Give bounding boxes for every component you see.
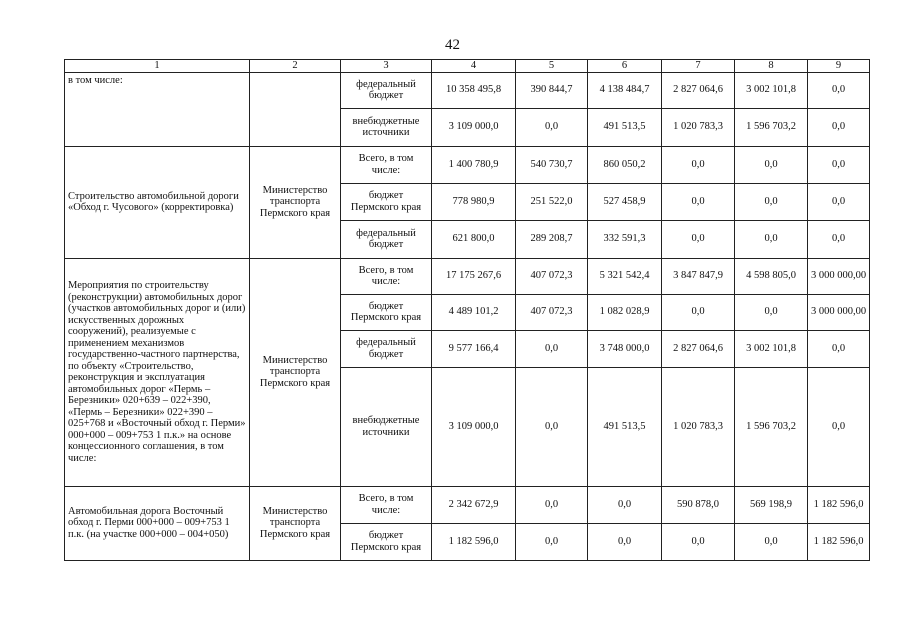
amount-cell-col6: 527 458,9 [588,183,662,220]
amount-cell-col6: 1 082 028,9 [588,294,662,330]
funding-source-cell: Всего, в том числе: [341,486,432,523]
amount-cell-col9: 1 182 596,0 [808,486,870,523]
amount-cell-col5: 0,0 [516,108,588,146]
table-header [65,60,870,73]
amount-cell-col7: 590 878,0 [662,486,735,523]
amount-cell-col4: 10 358 495,8 [432,72,516,108]
amount-cell-col4: 2 342 672,9 [432,486,516,523]
responsible-org-cell [250,72,341,146]
amount-cell-col9: 0,0 [808,72,870,108]
amount-cell-col6: 0,0 [588,523,662,560]
amount-cell-col7: 1 020 783,3 [662,108,735,146]
project-name-cell: Строительство автомобильной дороги «Обход г. Чусового» (корректировка) [65,146,250,258]
amount-cell-col7: 3 847 847,9 [662,258,735,294]
funding-source-cell: федеральный бюджет [341,330,432,367]
amount-cell-col6: 860 050,2 [588,146,662,183]
amount-cell-col7: 2 827 064,6 [662,330,735,367]
amount-cell-col8: 3 002 101,8 [735,72,808,108]
funding-source-cell: бюджет Пермского края [341,523,432,560]
amount-cell-col9: 3 000 000,00 [808,294,870,330]
amount-cell-col7: 0,0 [662,183,735,220]
amount-cell-col5: 390 844,7 [516,72,588,108]
column-number-3: 3 [341,60,432,73]
amount-cell-col6: 3 748 000,0 [588,330,662,367]
amount-cell-col4: 9 577 166,4 [432,330,516,367]
amount-cell-col8: 4 598 805,0 [735,258,808,294]
budget-table [64,59,870,561]
amount-cell-col9: 3 000 000,00 [808,258,870,294]
amount-cell-col7: 0,0 [662,220,735,258]
funding-source-cell: внебюджетные источники [341,367,432,486]
amount-cell-col8: 1 596 703,2 [735,108,808,146]
column-number-6: 6 [588,60,662,73]
amount-cell-col8: 0,0 [735,146,808,183]
table-row [65,486,870,523]
amount-cell-col5: 407 072,3 [516,258,588,294]
funding-source-cell: бюджет Пермского края [341,183,432,220]
project-name-cell: в том числе: [65,72,250,146]
amount-cell-col7: 2 827 064,6 [662,72,735,108]
amount-cell-col9: 0,0 [808,183,870,220]
amount-cell-col8: 1 596 703,2 [735,367,808,486]
table-row [65,146,870,183]
column-number-4: 4 [432,60,516,73]
amount-cell-col7: 0,0 [662,294,735,330]
amount-cell-col8: 569 198,9 [735,486,808,523]
amount-cell-col7: 0,0 [662,523,735,560]
amount-cell-col4: 621 800,0 [432,220,516,258]
amount-cell-col4: 778 980,9 [432,183,516,220]
amount-cell-col8: 0,0 [735,183,808,220]
amount-cell-col5: 407 072,3 [516,294,588,330]
column-number-5: 5 [516,60,588,73]
page-number: 42 [445,37,460,53]
amount-cell-col9: 1 182 596,0 [808,523,870,560]
funding-source-cell: бюджет Пермского края [341,294,432,330]
funding-source-cell: Всего, в том числе: [341,146,432,183]
amount-cell-col8: 0,0 [735,523,808,560]
amount-cell-col9: 0,0 [808,367,870,486]
amount-cell-col7: 0,0 [662,146,735,183]
amount-cell-col8: 0,0 [735,294,808,330]
responsible-org-cell: Министерство транспорта Пермского края [250,146,341,258]
column-number-1: 1 [65,60,250,73]
amount-cell-col5: 251 522,0 [516,183,588,220]
amount-cell-col6: 491 513,5 [588,367,662,486]
responsible-org-cell: Министерство транспорта Пермского края [250,486,341,560]
amount-cell-col9: 0,0 [808,220,870,258]
amount-cell-col9: 0,0 [808,108,870,146]
table-row [65,72,870,108]
amount-cell-col6: 5 321 542,4 [588,258,662,294]
amount-cell-col4: 17 175 267,6 [432,258,516,294]
responsible-org-cell: Министерство транспорта Пермского края [250,258,341,486]
amount-cell-col6: 332 591,3 [588,220,662,258]
project-name-cell: Автомобильная дорога Восточный обход г. Перми 000+000 – 009+753 1 п.к. (на участке 000+000 – 004+050) [65,486,250,560]
amount-cell-col4: 1 400 780,9 [432,146,516,183]
amount-cell-col4: 4 489 101,2 [432,294,516,330]
project-name-cell: Мероприятия по строительству (реконструкции) автомобильных дорог (участков автомобильных дорог и (или) искусственных дорожных сооружений), реализуемые с применением механизмов государственно-частного партнерства, по объекту «Строительство, реконструкция и эксплуатация автомобильных дорог «Пермь – Березники» 020+639 – 022+390, «Пермь – Березники» 022+390 – 025+768 и «Восточный обход г. Перми» 000+000 – 009+753 1 п.к.» на основе концессионного соглашения, в том числе: [65,258,250,486]
column-number-2: 2 [250,60,341,73]
amount-cell-col4: 3 109 000,0 [432,108,516,146]
header-row [65,60,870,73]
column-number-8: 8 [735,60,808,73]
funding-source-cell: федеральный бюджет [341,72,432,108]
amount-cell-col9: 0,0 [808,146,870,183]
amount-cell-col6: 0,0 [588,486,662,523]
amount-cell-col9: 0,0 [808,330,870,367]
amount-cell-col6: 491 513,5 [588,108,662,146]
amount-cell-col5: 289 208,7 [516,220,588,258]
table-row [65,258,870,294]
amount-cell-col4: 1 182 596,0 [432,523,516,560]
column-number-9: 9 [808,60,870,73]
amount-cell-col8: 0,0 [735,220,808,258]
funding-source-cell: Всего, в том числе: [341,258,432,294]
table-body [65,72,870,560]
amount-cell-col5: 540 730,7 [516,146,588,183]
amount-cell-col5: 0,0 [516,486,588,523]
amount-cell-col5: 0,0 [516,330,588,367]
amount-cell-col4: 3 109 000,0 [432,367,516,486]
column-number-7: 7 [662,60,735,73]
amount-cell-col7: 1 020 783,3 [662,367,735,486]
amount-cell-col5: 0,0 [516,367,588,486]
amount-cell-col8: 3 002 101,8 [735,330,808,367]
amount-cell-col6: 4 138 484,7 [588,72,662,108]
amount-cell-col5: 0,0 [516,523,588,560]
funding-source-cell: федеральный бюджет [341,220,432,258]
funding-source-cell: внебюджетные источники [341,108,432,146]
